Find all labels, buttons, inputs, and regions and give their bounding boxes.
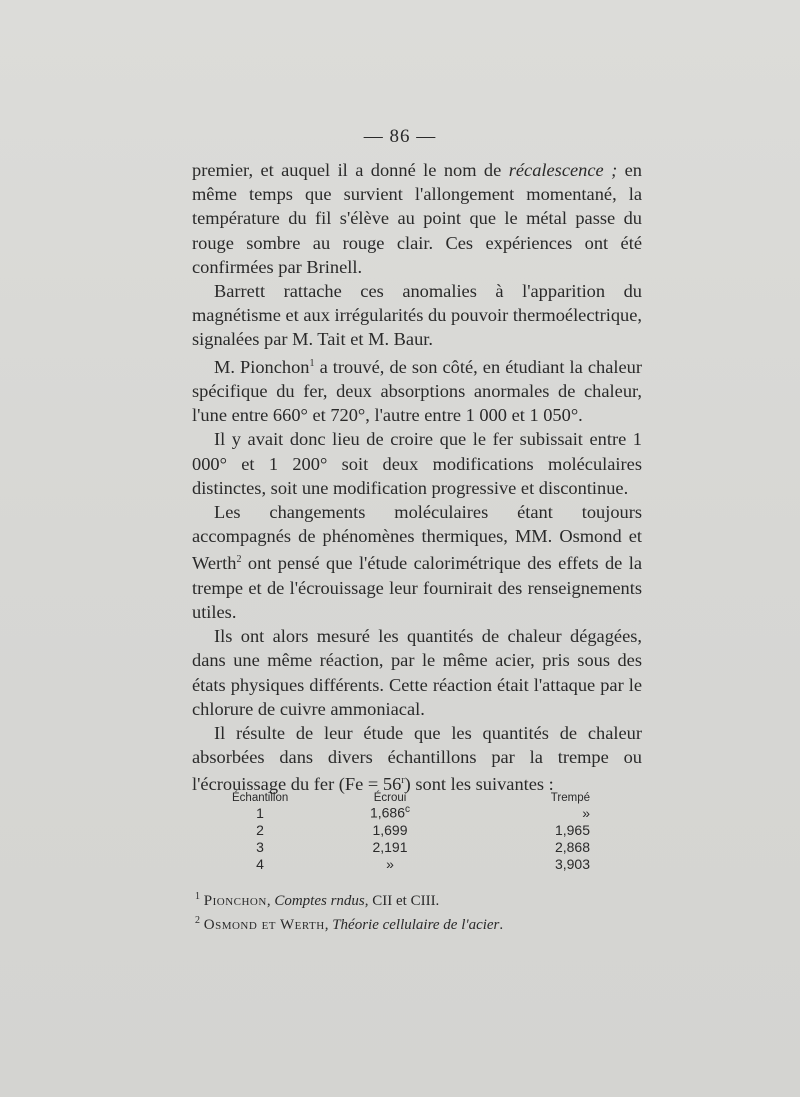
unit-superscript: r: [401, 775, 405, 787]
table-row: [232, 838, 602, 855]
footnote-mark: 1: [195, 891, 200, 902]
footnote-rest: .: [499, 917, 504, 933]
body-text: [192, 158, 642, 797]
paragraph-5: [192, 500, 642, 624]
paragraph-3-tail: a trouvé, de son côté, en étudiant la chaleur spécifique du fer, deux absorptions anormales de chaleur, l'une entre 660° et 720°, l'autre entre 1 000 et 1 050°.: [192, 356, 642, 426]
header-ecroui: Écroui: [373, 792, 407, 804]
footnote-title: Comptes rndus: [274, 893, 365, 909]
table-cell-sup: c: [405, 804, 411, 816]
paragraph-7-lead: Il résulte de leur étude que les quantités de chaleur absorbées dans divers échantillons par la trempe ou l'écrouissage du fer (Fe = 56: [192, 722, 642, 795]
table-cell: 1,965: [554, 821, 590, 838]
table-cell: 1: [256, 804, 264, 821]
table-cell: [288, 804, 448, 821]
table-cell: 2,868: [554, 838, 590, 855]
paragraph-5-lead: Les changements moléculaires étant toujours accompagnés de phénomènes thermiques, MM. Osmond et Werth: [192, 501, 642, 574]
table-cell: 3: [256, 838, 264, 855]
table-cell: 2: [256, 821, 264, 838]
paragraph-2: Barrett rattache ces anomalies à l'apparition du magnétisme et aux irrégularités du pouvoir thermoélectrique, signalées par M. Tait et M. Baur.: [192, 281, 642, 350]
footnote-mark: 2: [195, 915, 200, 926]
paragraph-7-tail: ) sont les suivantes :: [404, 774, 554, 795]
footnote-2: $^2$ Osmond et Werth, Théorie cellulaire de l'acier.: [195, 915, 504, 933]
paragraph-3-lead: M. Pionchon: [214, 356, 310, 377]
table-row: [232, 804, 602, 821]
footnote-ref-1: 1: [309, 357, 315, 369]
table-cell: »: [582, 804, 590, 821]
footnote-author: Pionchon: [203, 893, 267, 909]
data-table: [232, 786, 602, 872]
table-cell: 1,699: [372, 821, 408, 838]
paragraph-1: [192, 158, 642, 279]
paragraph-4: Il y avait donc lieu de croire que le fer subissait entre 1 000° et 1 200° soit deux modifications moléculaires distinctes, soit une modification progressive et discontinue.: [192, 429, 642, 498]
table-cell-value: 1,686: [369, 804, 406, 821]
paragraph-6: Ils ont alors mesuré les quantités de chaleur dégagées, dans une même réaction, par le même acier, pris sous des états physiques différents. Cette réaction était l'attaque par le chlorure de cuivre ammoniacal.: [192, 626, 642, 719]
paragraph-5-tail: ont pensé que l'étude calorimétrique des effets de la trempe et de l'écrouissage leur fournirait des renseignements utiles.: [192, 553, 642, 622]
header-echantillon: Échantillon: [232, 792, 289, 804]
footnotes: [195, 887, 635, 935]
page-number: — 86 —: [363, 126, 437, 147]
table-cell: 2,191: [372, 838, 408, 855]
table-cell: 4: [256, 855, 264, 872]
paragraph-1-lead: premier, et auquel il a donné le nom de: [192, 160, 509, 180]
term-recalescence: récalescence ;: [508, 160, 618, 180]
footnote-title: Théorie cellulaire de l'acier: [332, 917, 500, 933]
header-trempe: Trempé: [550, 792, 590, 804]
footnote-author: Osmond et Werth: [203, 917, 325, 933]
footnote-rest: , CII et CIII.: [364, 893, 440, 909]
table-cell: 3,903: [554, 855, 590, 872]
table-cell: »: [386, 855, 394, 872]
footnote-ref-2: 2: [236, 554, 242, 566]
table-header: [232, 786, 602, 804]
paragraph-3: [192, 352, 642, 428]
paragraph-1-tail: en même temps que survient l'allongement momentané, la température du fil s'élève au point que le métal passe du rouge sombre au rouge clair. Ces expériences ont été confirmées par Brinell.: [192, 160, 642, 277]
table-row: [232, 821, 602, 838]
table-row: [232, 855, 602, 872]
footnote-1: $^1$ Pionchon, Comptes rndus, CII et CIII.: [195, 891, 440, 909]
